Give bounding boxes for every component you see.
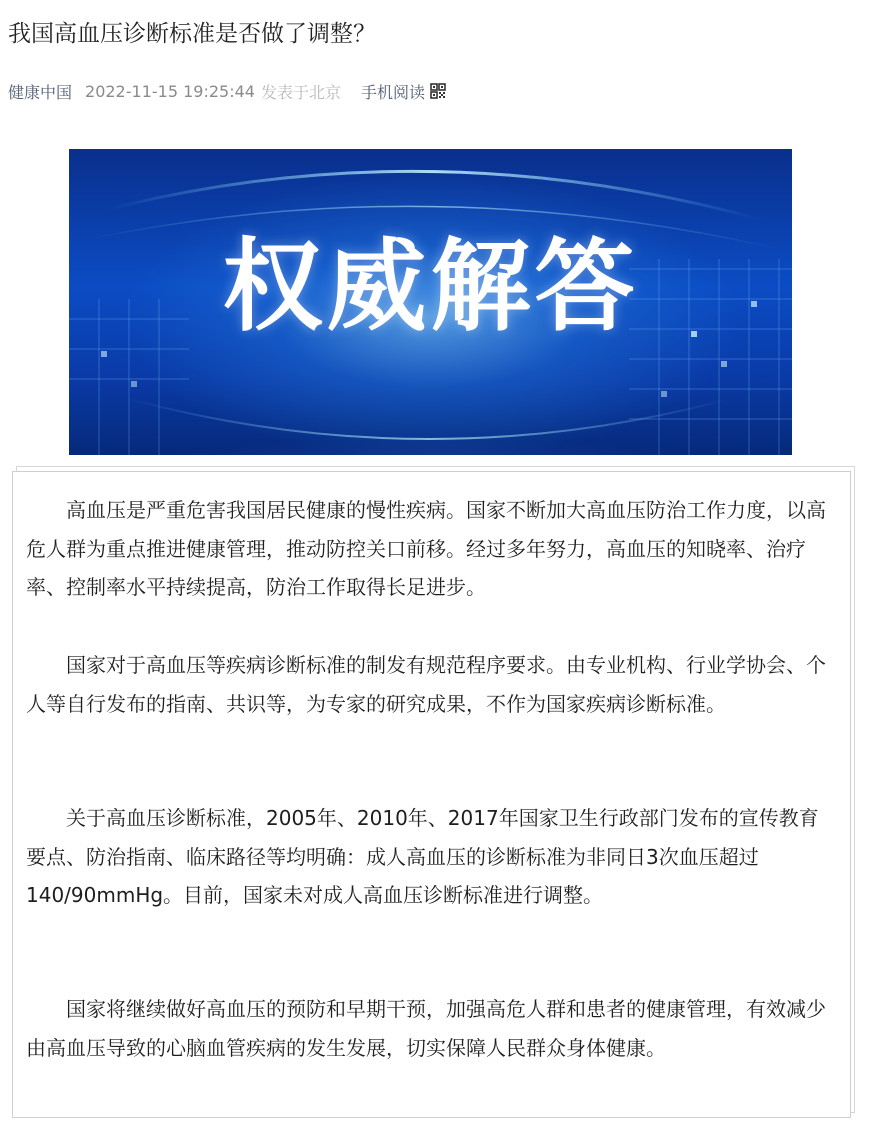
article-meta: [8, 76, 446, 106]
mobile-read-label: 手机阅读: [360, 82, 425, 102]
paragraph: 关于高血压诊断标准，2005年、2010年、2017年国家卫生行政部门发布的宣传教育要点、防治指南、临床路径等均明确：成人高血压的诊断标准为非同日3次血压超过140/90mmHg。目前，国家未对成人高血压诊断标准进行调整。: [26, 806, 819, 907]
article-body: [12, 471, 851, 1118]
paragraph: 高血压是严重危害我国居民健康的慢性疾病。国家不断加大高血压防治工作力度，以高危人群为重点推进健康管理，推动防控关口前移。经过多年努力，高血压的知晓率、治疗率、控制率水平持续提高，防治工作取得长足进步。: [26, 498, 826, 599]
banner-title: 权威解答: [222, 228, 639, 345]
article-title: 我国高血压诊断标准是否做了调整？: [8, 21, 376, 47]
source-link[interactable]: 健康中国: [8, 82, 73, 102]
publish-time: 2022-11-15 19:25:44: [85, 81, 255, 101]
paragraph: 国家对于高血压等疾病诊断标准的制发有规范程序要求。由专业机构、行业学协会、个人等自行发布的指南、共识等，为专家的研究成果，不作为国家疾病诊断标准。: [26, 653, 826, 716]
paragraph: 国家将继续做好高血压的预防和早期干预，加强高危人群和患者的健康管理，有效减少由高血压导致的心脑血管疾病的发生发展，切实保障人民群众身体健康。: [26, 997, 826, 1060]
banner-image: [69, 149, 792, 455]
qr-code-icon: [430, 83, 446, 99]
mobile-read-button[interactable]: [361, 80, 446, 103]
publish-location: 发表于北京: [260, 82, 341, 102]
